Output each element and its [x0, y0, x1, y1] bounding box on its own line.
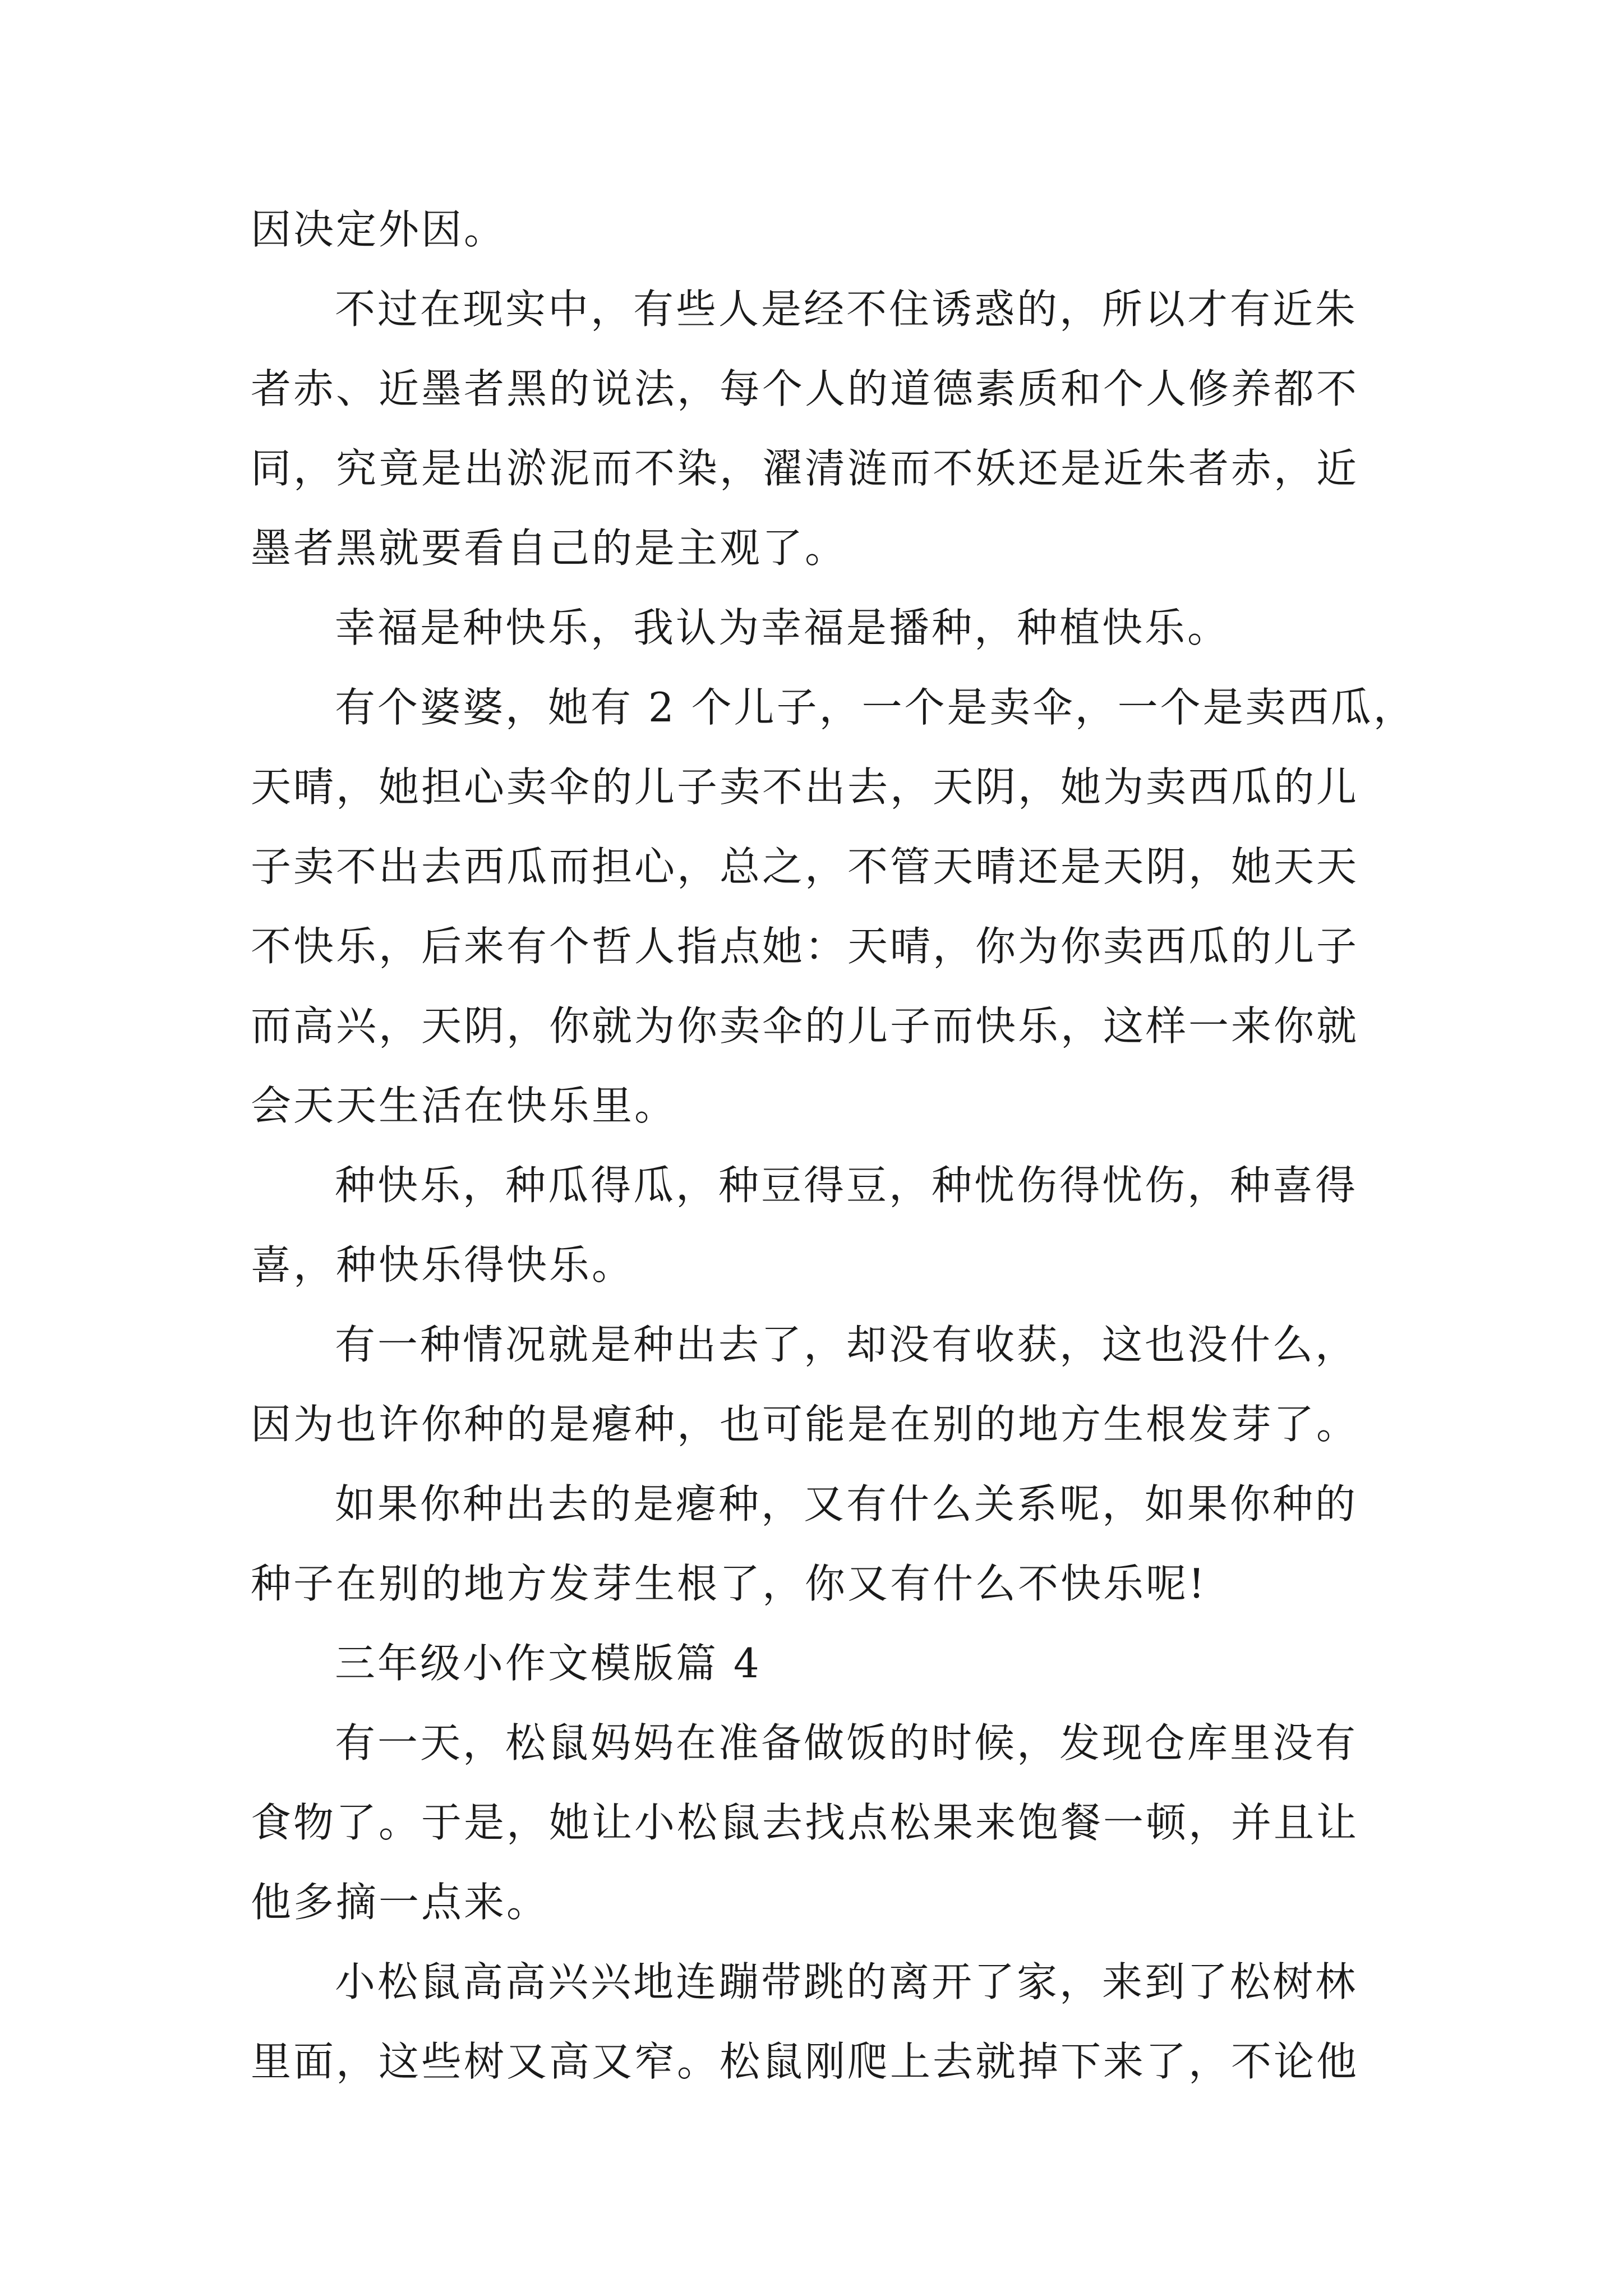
- text-line: 食物了。于是，她让小松鼠去找点松果来饱餐一顿，并且让: [251, 1799, 1359, 1846]
- text-line: 而高兴，天阴，你就为你卖伞的儿子而快乐，这样一来你就: [251, 1002, 1359, 1050]
- text-line: 如果你种出去的是瘪种，又有什么关系呢，如果你种的: [335, 1480, 1358, 1527]
- text-line: 小松鼠高高兴兴地连蹦带跳的离开了家，来到了松树林: [335, 1958, 1358, 2005]
- text-line: 子卖不出去西瓜而担心，总之，不管天晴还是天阴，她天天: [251, 843, 1359, 890]
- document-body: [251, 190, 1416, 2101]
- text-line: 因决定外因。: [251, 206, 507, 253]
- text-line: 者赤、近墨者黑的说法，每个人的道德素质和个人修养都不: [251, 365, 1359, 412]
- text-line: 不快乐，后来有个哲人指点她：天晴，你为你卖西瓜的儿子: [251, 923, 1359, 970]
- text-line: 里面，这些树又高又窄。松鼠刚爬上去就掉下来了，不论他: [251, 2038, 1359, 2085]
- text-line: 天晴，她担心卖伞的儿子卖不出去，天阴，她为卖西瓜的儿: [251, 763, 1359, 811]
- text-line: 他多摘一点来。: [251, 1879, 550, 1926]
- text-line: 有一天，松鼠妈妈在准备做饭的时候，发现仓库里没有: [335, 1719, 1358, 1766]
- text-line: 有一种情况就是种出去了，却没有收获，这也没什么，: [335, 1321, 1358, 1368]
- text-line: 同，究竟是出淤泥而不染，濯清涟而不妖还是近朱者赤，近: [251, 445, 1359, 492]
- text-line: 不过在现实中，有些人是经不住诱惑的，所以才有近朱: [335, 286, 1358, 333]
- text-line: 会天天生活在快乐里。: [251, 1082, 677, 1129]
- text-line: 种子在别的地方发芽生根了，你又有什么不快乐呢!: [251, 1560, 1207, 1607]
- section-heading: 三年级小作文模版篇 4: [335, 1640, 762, 1687]
- text-line: 有个婆婆，她有 2 个儿子，一个是卖伞，一个是卖西瓜，: [335, 684, 1416, 731]
- text-line: 喜，种快乐得快乐。: [251, 1241, 635, 1289]
- text-line: 幸福是种快乐，我认为幸福是播种，种植快乐。: [335, 604, 1230, 651]
- text-line: 种快乐，种瓜得瓜，种豆得豆，种忧伤得忧伤，种喜得: [335, 1162, 1358, 1209]
- text-line: 因为也许你种的是瘪种，也可能是在别的地方生根发芽了。: [251, 1401, 1359, 1448]
- text-line: 墨者黑就要看自己的是主观了。: [251, 524, 848, 572]
